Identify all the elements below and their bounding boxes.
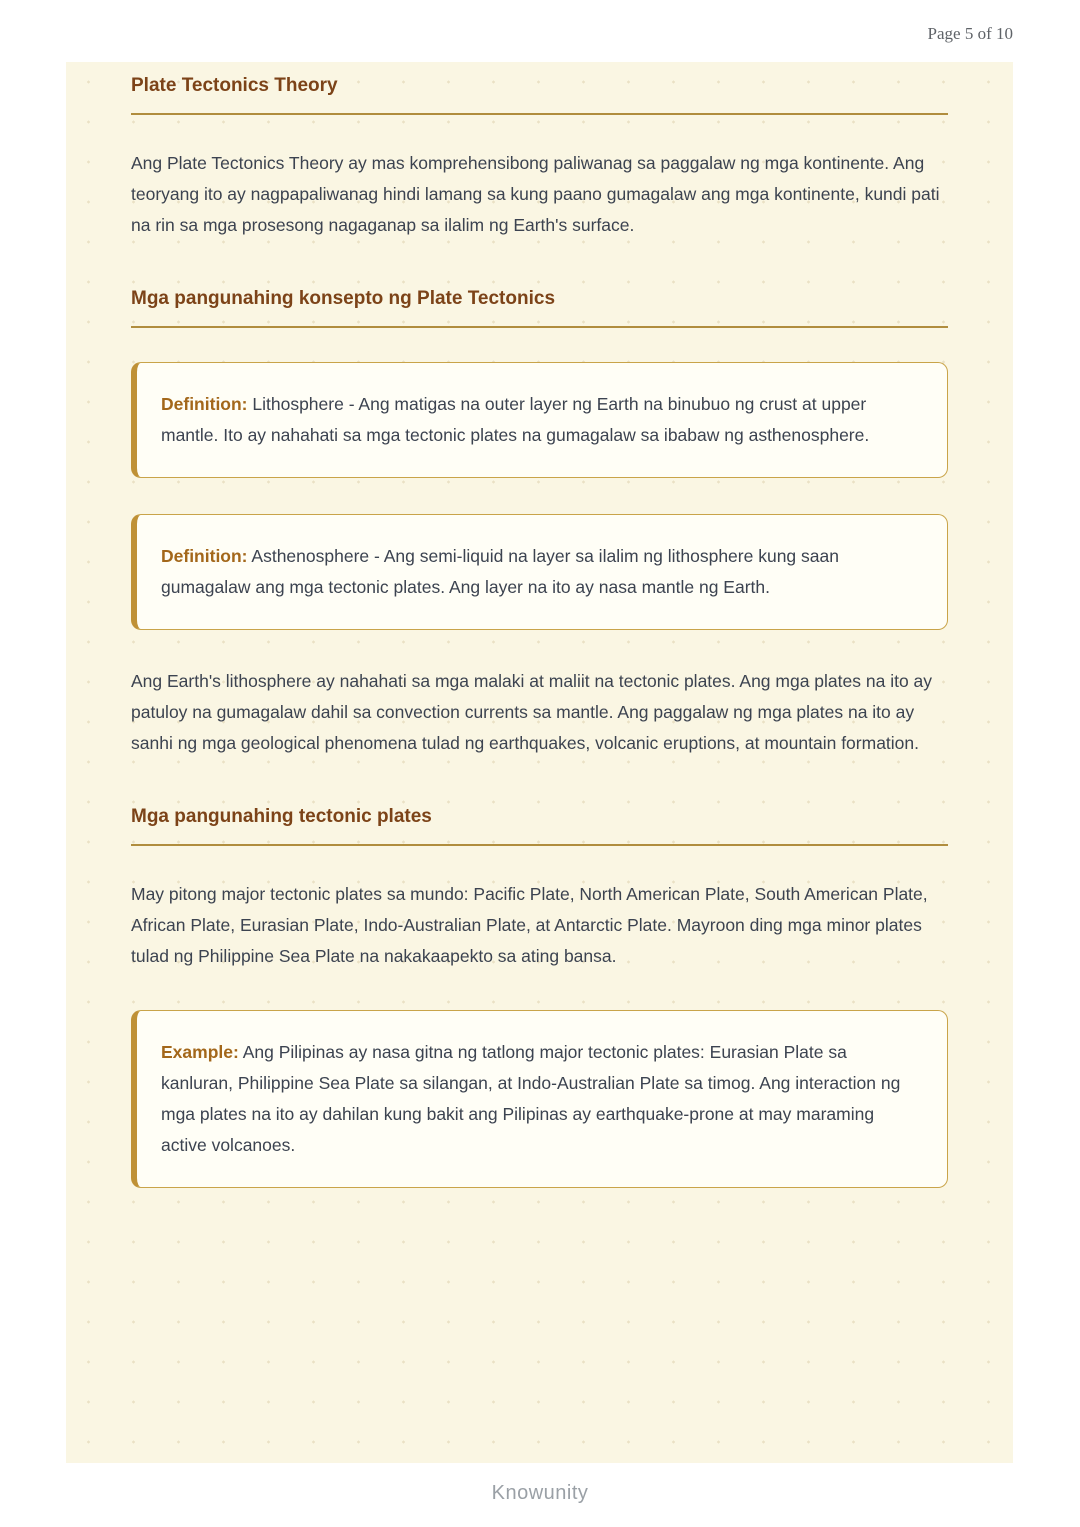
definition-text: Asthenosphere - Ang semi-liquid na layer sa ilalim ng lithosphere kung saan gumagalaw ang mga tectonic plates. Ang layer na ito ay nasa mantle ng Earth. [161, 546, 839, 597]
example-label: Example: [161, 1042, 239, 1062]
page-indicator: Page 5 of 10 [927, 24, 1013, 43]
document-sheet [66, 62, 1013, 1463]
intro-paragraph: Ang Plate Tectonics Theory ay mas komprehensibong paliwanag sa paggalaw ng mga kontinente. Ang teoryang ito ay nagpapaliwanag hindi lamang sa kung paano gumagalaw ang mga kontinente, kundi pati na rin sa mga prosesong nagaganap sa ilalim ng Earth's surface. [131, 153, 940, 235]
example-box-philippines [131, 1010, 948, 1188]
konsepto-paragraph: Ang Earth's lithosphere ay nahahati sa mga malaki at maliit na tectonic plates. Ang mga plates na ito ay patuloy na gumagalaw dahil sa convection currents sa mantle. Ang paggalaw ng mga plates na ito ay sanhi ng mga geological phenomena tulad ng earthquakes, volcanic eruptions, at mountain formation. [131, 671, 933, 753]
definition-box-asthenosphere [131, 514, 948, 630]
definition-label: Definition: [161, 394, 248, 414]
definition-label: Definition: [161, 546, 248, 566]
brand-footer: Knowunity [491, 1482, 589, 1504]
definition-text: Lithosphere - Ang matigas na outer layer ng Earth na binubuo ng crust at upper mantle. Ito ay nahahati sa mga tectonic plates na gumagalaw sa ibabaw ng asthenosphere. [161, 394, 870, 445]
definition-box-lithosphere [131, 362, 948, 478]
section-heading-plates: Mga pangunahing tectonic plates [131, 805, 948, 846]
plates-paragraph: May pitong major tectonic plates sa mundo: Pacific Plate, North American Plate, South American Plate, African Plate, Eurasian Plate, Indo-Australian Plate, at Antarctic Plate. Mayroon ding mga minor plates tulad ng Philippine Sea Plate na nakakaapekto sa ating bansa. [131, 884, 928, 966]
example-text: Ang Pilipinas ay nasa gitna ng tatlong major tectonic plates: Eurasian Plate sa kanluran, Philippine Sea Plate sa silangan, at Indo-Australian Plate sa timog. Ang interaction ng mga plates na ito ay dahilan kung bakit ang Pilipinas ay earthquake-prone at may maraming active volcanoes. [161, 1042, 901, 1155]
section-heading-konsepto: Mga pangunahing konsepto ng Plate Tectonics [131, 287, 948, 328]
page-title: Plate Tectonics Theory [131, 74, 948, 115]
